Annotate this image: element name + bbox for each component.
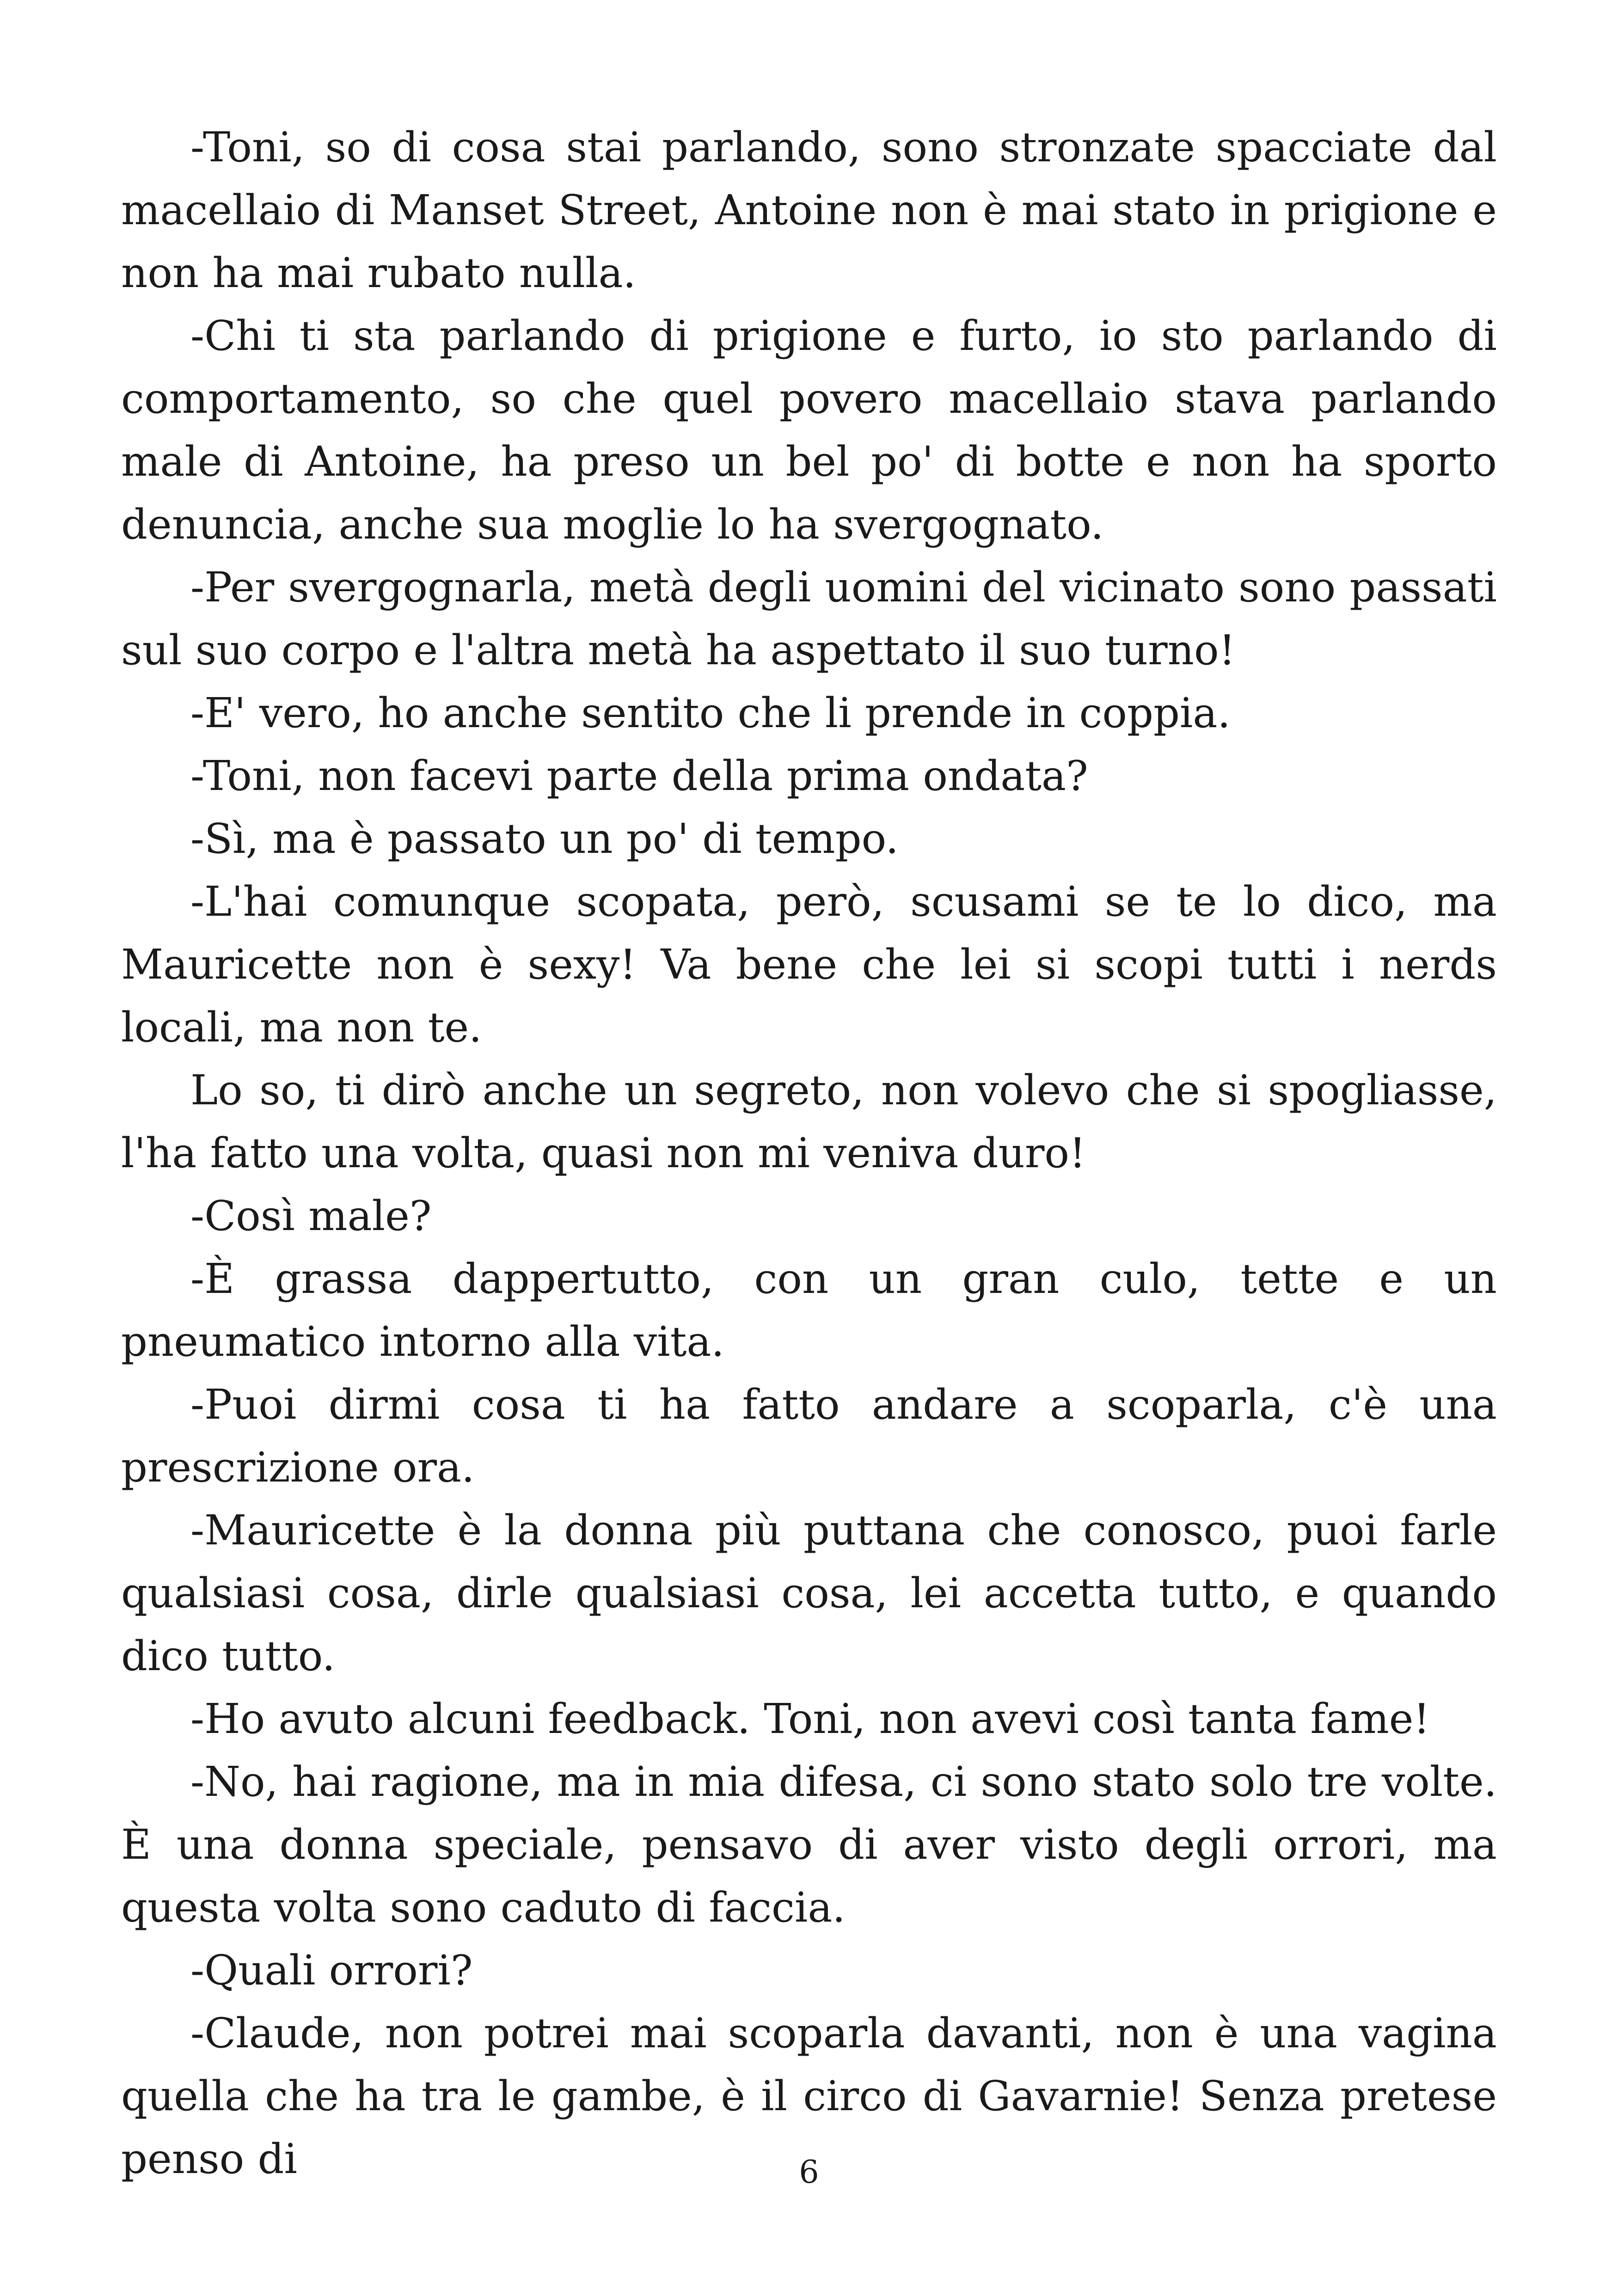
paragraph: -È grassa dappertutto, con un gran culo, tette e un pneumatico intorno alla vita. <box>121 1255 1497 1365</box>
paragraph: -Sì, ma è passato un po' di tempo. <box>190 814 899 863</box>
paragraph: -Mauricette è la donna più puttana che conosco, puoi farle qualsiasi cosa, dirle qualsiasi cosa, lei accetta tutto, e quando dico tutto. <box>121 1506 1497 1680</box>
paragraph: Lo so, ti dirò anche un segreto, non volevo che si spogliasse, l'ha fatto una volta, quasi non mi veniva duro! <box>121 1066 1497 1177</box>
paragraph: -E' vero, ho anche sentito che li prende in coppia. <box>190 689 1231 737</box>
paragraph: -Toni, so di cosa stai parlando, sono stronzate spacciate dal macellaio di Manset Street, Antoine non è mai stato in prigione e non ha mai rubato nulla. <box>121 123 1497 297</box>
paragraph: -Ho avuto alcuni feedback. Toni, non avevi così tanta fame! <box>190 1695 1430 1743</box>
paragraph: -Claude, non potrei mai scoparla davanti, non è una vagina quella che ha tra le gambe, è il circo di Gavarnie! Senza pretese penso di <box>121 2009 1497 2183</box>
page-number: 6 <box>799 2154 819 2191</box>
paragraph: -Per svergognarla, metà degli uomini del vicinato sono passati sul suo corpo e l'altra metà ha aspettato il suo turno! <box>121 563 1497 674</box>
paragraph: -Chi ti sta parlando di prigione e furto, io sto parlando di comportamento, so che quel povero macellaio stava parlando male di Antoine, ha preso un bel po' di botte e non ha sporto denuncia, anche sua moglie lo ha svergognato. <box>121 312 1497 548</box>
paragraph: -L'hai comunque scopata, però, scusami se te lo dico, ma Mauricette non è sexy! Va bene che lei si scopi tutti i nerds locali, ma non te. <box>121 877 1497 1051</box>
paragraph: -Così male? <box>190 1192 432 1240</box>
paragraph: -No, hai ragione, ma in mia difesa, ci sono stato solo tre volte. È una donna speciale, pensavo di aver visto degli orrori, ma questa volta sono caduto di faccia. <box>121 1757 1497 1931</box>
paragraph: -Puoi dirmi cosa ti ha fatto andare a scoparla, c'è una prescrizione ora. <box>121 1380 1497 1491</box>
paragraph: -Quali orrori? <box>190 1946 473 1994</box>
paragraph: -Toni, non facevi parte della prima ondata? <box>190 752 1088 800</box>
page-body <box>121 116 1497 2190</box>
